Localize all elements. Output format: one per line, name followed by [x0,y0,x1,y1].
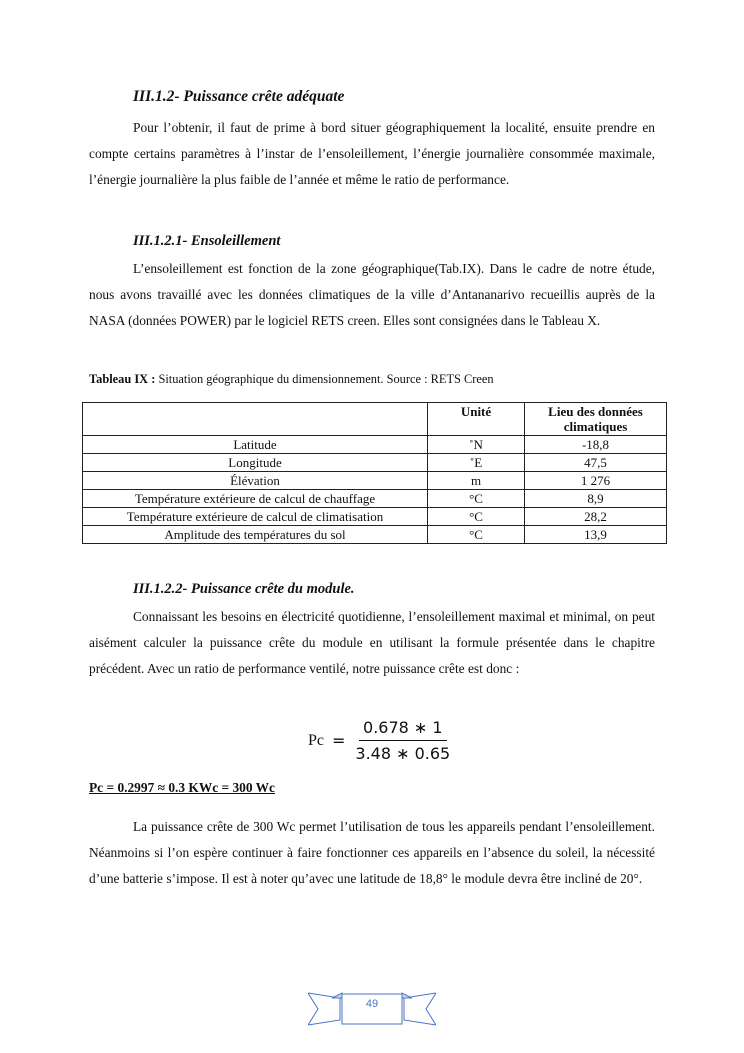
table-header-unit: Unité [428,403,525,436]
row-unit: °C [428,526,525,544]
row-value: 47,5 [525,454,667,472]
row-label: Longitude [83,454,428,472]
formula-equals: = [332,731,346,750]
formula-denominator: 3.48 ∗ 0.65 [355,744,451,763]
paragraph-ensoleillement [89,256,655,334]
pc-formula [308,718,454,763]
row-unit: ˚E [428,454,525,472]
paragraph-intro-text: Pour l’obtenir, il faut de prime à bord situer géographiquement la localité, ensuite prendre en compte certains paramètres à l’instar de l’ensoleillement, l’énergie journalière consommée maximale, l’énergie journalière la plus faible de l’année et même le ratio de performance. [89,120,655,187]
formula-fraction [351,718,454,763]
row-value: -18,8 [525,436,667,454]
table-caption-label: Tableau IX : [89,372,156,386]
paragraph-intro [89,115,655,193]
row-label: Amplitude des températures du sol [83,526,428,544]
geo-table [82,402,667,544]
row-label: Température extérieure de calcul de chauffage [83,490,428,508]
table-row [83,526,667,544]
table-header-value: Lieu des données climatiques [525,403,667,436]
row-label: Température extérieure de calcul de climatisation [83,508,428,526]
table-header-blank [83,403,428,436]
row-unit: °C [428,490,525,508]
paragraph-module-text: Connaissant les besoins en électricité quotidienne, l’ensoleillement maximal et minimal, on peut aisément calculer la puissance crête du module en utilisant la formule présentée dans le chapitre précédent. Avec un ratio de performance ventilé, notre puissance crête est donc : [89,609,655,676]
table-row [83,454,667,472]
row-unit: °C [428,508,525,526]
table-caption [89,372,494,387]
heading-puissance-module: III.1.2.2- Puissance crête du module. [133,581,355,597]
table-row [83,490,667,508]
paragraph-ensoleillement-text: L’ensoleillement est fonction de la zone géographique(Tab.IX). Dans le cadre de notre étude, nous avons travaillé avec les données climatiques de la ville d’Antananarivo recueillis auprès de la NASA (données POWER) par le logiciel RETS creen. Elles sont consignées dans le Tableau X. [89,261,655,328]
table-row [83,472,667,490]
row-label: Latitude [83,436,428,454]
paragraph-module [89,604,655,682]
row-value: 1 276 [525,472,667,490]
row-value: 8,9 [525,490,667,508]
table-caption-text: Situation géographique du dimensionnement. Source : RETS Creen [155,372,494,386]
row-value: 13,9 [525,526,667,544]
formula-lhs: Pc [308,731,324,749]
paragraph-closing [89,814,655,892]
heading-puissance-crete: III.1.2- Puissance crête adéquate [133,88,345,105]
table-row [83,508,667,526]
table-row [83,436,667,454]
row-unit: m [428,472,525,490]
paragraph-closing-text: La puissance crête de 300 Wc permet l’utilisation de tous les appareils pendant l’ensoleillement. Néanmoins si l’on espère continuer à faire fonctionner ces appareils en l’absence du soleil, la nécessité d’une batterie s’impose. Il est à noter qu’avec une latitude de 18,8° le module devra être incliné de 20°. [89,819,655,886]
table-header-row [83,403,667,436]
formula-numerator: 0.678 ∗ 1 [359,718,447,741]
heading-ensoleillement: III.1.2.1- Ensoleillement [133,233,281,249]
row-value: 28,2 [525,508,667,526]
row-label: Élévation [83,472,428,490]
page-number: 49 [365,998,379,1010]
page-footer [308,990,436,1028]
row-unit: ˚N [428,436,525,454]
result-line: Pc = 0.2997 ≈ 0.3 KWc = 300 Wc [89,780,276,795]
